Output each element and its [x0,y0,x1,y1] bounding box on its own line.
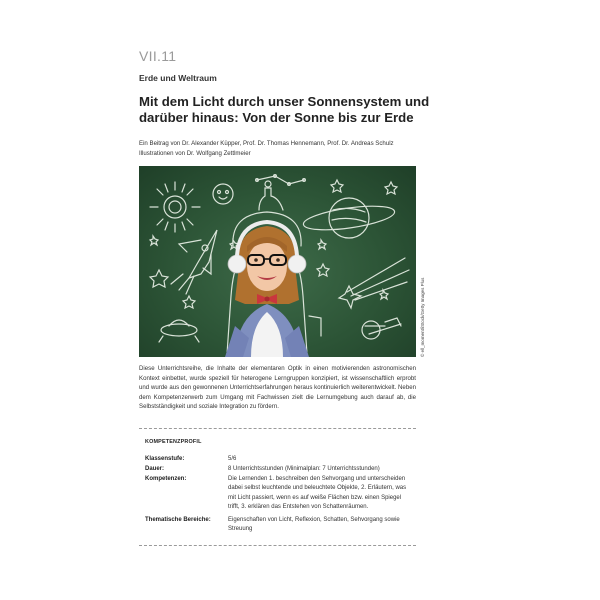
page-title [139,94,439,126]
chapter-number: VII.11 [139,48,177,64]
chalk-small-planet-icon [213,184,233,204]
chalk-sun-icon [150,182,200,232]
chalk-illustration [139,166,416,357]
authors: Ein Beitrag von Dr. Alexander Küpper, Prof. Dr. Thomas Hennemann, Prof. Dr. Andreas Schulz [139,140,394,147]
chalk-saturn-icon [302,198,396,238]
competence-profile-box [139,428,416,546]
byline [139,139,439,159]
profile-label: Dauer: [145,466,165,472]
profile-label: Kompetenzen: [145,476,187,482]
section-title: Erde und Weltraum [139,73,217,83]
profile-value: 8 Unterrichtsstunden (Minimalplan: 7 Unterrichtsstunden) [228,466,380,472]
title-line-1: Mit dem Licht durch unser Sonnensystem und [139,94,430,109]
chalk-comet-icon [339,258,409,308]
illustrators: Illustrationen von Dr. Wolfgang Zettlmeier [139,150,251,157]
girl-figure-icon [225,222,309,357]
intro-paragraph: Diese Unterrichtsreihe, die Inhalte der elementaren Optik in einen motivierenden astronomischen Kontext einbettet, wurde speziell für heterogene Lerngruppen konzipiert, ist wissenschaftlich erprobt und wurde aus den gewonnenen Unterrichtserfahrungen heraus kontinuierlich weiterentwickelt. Neben dem Kompetenzerwerb zum Umgang mit Fachwissen zielt die Lernumgebung auch darauf ab, die Selbstständigkeit und soziale Integration zu fördern. [139,365,416,411]
chalk-ufo-icon [159,320,199,342]
chalk-satellite-icon [362,318,401,339]
chalk-rocket-icon [171,230,217,294]
title-line-2: darüber hinaus: Von der Sonne bis zur Erde [139,110,414,125]
profile-value: 5/6 [228,456,237,462]
profile-label: Klassenstufe: [145,456,185,462]
profile-value: Eigenschaften von Licht, Reflexion, Schatten, Sehvorgang sowie Streuung [228,517,400,533]
profile-label: Thematische Bereiche: [145,517,211,523]
chalk-constellation-icon [256,175,306,186]
profile-value: Die Lernenden 1. beschreiben den Sehvorgang und unterscheiden dabei selbst leuchtende und beleuchtete Objekte, 2. Erläutern, was mit Licht passiert, wenn es auf weiße Flächen bzw. einen Spiegel trifft, 3. erklären das Entstehen von Schattenräumen. [228,476,407,511]
chalkboard-photo [139,166,416,357]
photo-credit: © ell_moment/iStock/Getty Images Plus [420,277,425,357]
profile-heading: KOMPETENZPROFIL [145,439,202,445]
